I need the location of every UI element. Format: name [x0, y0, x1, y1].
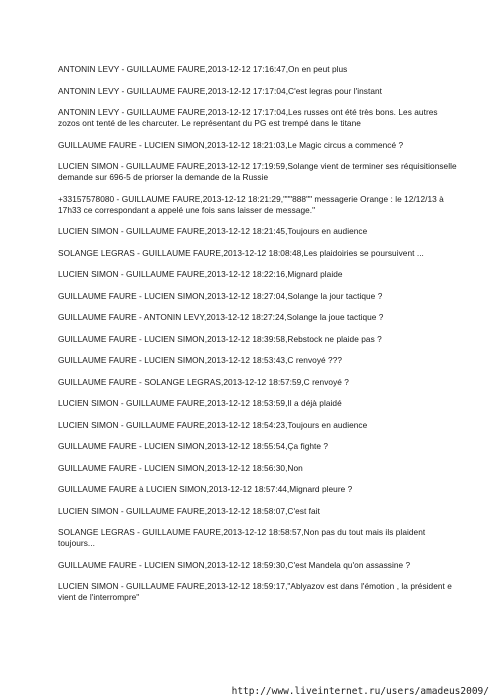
log-entry: ANTONIN LEVY - GUILLAUME FAURE,2013-12-12 17:17:04,Les russes ont été très bons. Les autres zozos ont tenté de les charcuter. Le représentant du PG est trempé dans le titane — [58, 107, 438, 128]
log-entry: LUCIEN SIMON - GUILLAUME FAURE,2013-12-12 18:22:16,Mignard plaide — [58, 269, 343, 279]
log-entry: SOLANGE LEGRAS - GUILLAUME FAURE,2013-12-12 18:58:57,Non pas du tout mais ils plaident toujours... — [58, 527, 426, 548]
log-entry: ANTONIN LEVY - GUILLAUME FAURE,2013-12-12 17:17:04,C'est legras pour l'instant — [58, 85, 383, 96]
log-entry: LUCIEN SIMON - GUILLAUME FAURE,2013-12-12 17:19:59,Solange vient de terminer ses réquisitionselle demande sur 696-5 de priorser la demande de la Russie — [58, 161, 457, 182]
log-entry: GUILLAUME FAURE - LUCIEN SIMON,2013-12-12 18:39:58,Rebstock ne plaide pas ? — [58, 333, 382, 344]
log-entry: +33157578080 - GUILLAUME FAURE,2013-12-12 18:21:29,"""888"" messagerie Orange : le 12/12/13 à 17h33 ce correspondant a appelé une fois sans laisser de message." — [58, 193, 444, 215]
log-entry: GUILLAUME FAURE - LUCIEN SIMON,2013-12-12 18:27:04,Solange la jour tactique ? — [58, 290, 383, 301]
log-entry: GUILLAUME FAURE - LUCIEN SIMON,2013-12-12 18:55:54,Ça fighte ? — [58, 441, 329, 451]
log-entry: ANTONIN LEVY - GUILLAUME FAURE,2013-12-12 17:16:47,On en peut plus — [58, 64, 348, 74]
source-url-watermark: http://www.liveinternet.ru/users/amadeus2009/ — [231, 686, 489, 697]
log-entry: GUILLAUME FAURE - LUCIEN SIMON,2013-12-12 18:53:43,C renvoyé ??? — [58, 355, 343, 365]
log-entry: GUILLAUME FAURE à LUCIEN SIMON,2013-12-12 18:57:44,Mignard pleure ? — [58, 484, 353, 494]
log-entry: LUCIEN SIMON - GUILLAUME FAURE,2013-12-12 18:59:17,"Ablyazov est dans l'émotion , la président e vient de l'interrompre" — [58, 581, 452, 602]
log-entry: SOLANGE LEGRAS - GUILLAUME FAURE,2013-12-12 18:08:48,Les plaidoiries se poursuivent ... — [58, 247, 424, 258]
log-entry: LUCIEN SIMON - GUILLAUME FAURE,2013-12-12 18:21:45,Toujours en audience — [58, 226, 368, 236]
log-entry: GUILLAUME FAURE - SOLANGE LEGRAS,2013-12-12 18:57:59,C renvoyé ? — [58, 376, 349, 387]
log-entry: GUILLAUME FAURE - LUCIEN SIMON,2013-12-12 18:21:03,Le Magic circus a commencé ? — [58, 139, 404, 150]
log-entry: LUCIEN SIMON - GUILLAUME FAURE,2013-12-12 18:58:07,C'est fait — [58, 505, 320, 516]
log-entry: LUCIEN SIMON - GUILLAUME FAURE,2013-12-12 18:53:59,Il a déjà plaidé — [58, 398, 342, 408]
message-log — [58, 64, 458, 614]
log-entry: GUILLAUME FAURE - LUCIEN SIMON,2013-12-12 18:56:30,Non — [58, 462, 303, 473]
log-entry: LUCIEN SIMON - GUILLAUME FAURE,2013-12-12 18:54:23,Toujours en audience — [58, 419, 368, 430]
log-entry: GUILLAUME FAURE - ANTONIN LEVY,2013-12-12 18:27:24,Solange la joue tactique ? — [58, 312, 384, 322]
log-entry: GUILLAUME FAURE - LUCIEN SIMON,2013-12-12 18:59:30,C'est Mandela qu'on assassine ? — [58, 559, 411, 570]
